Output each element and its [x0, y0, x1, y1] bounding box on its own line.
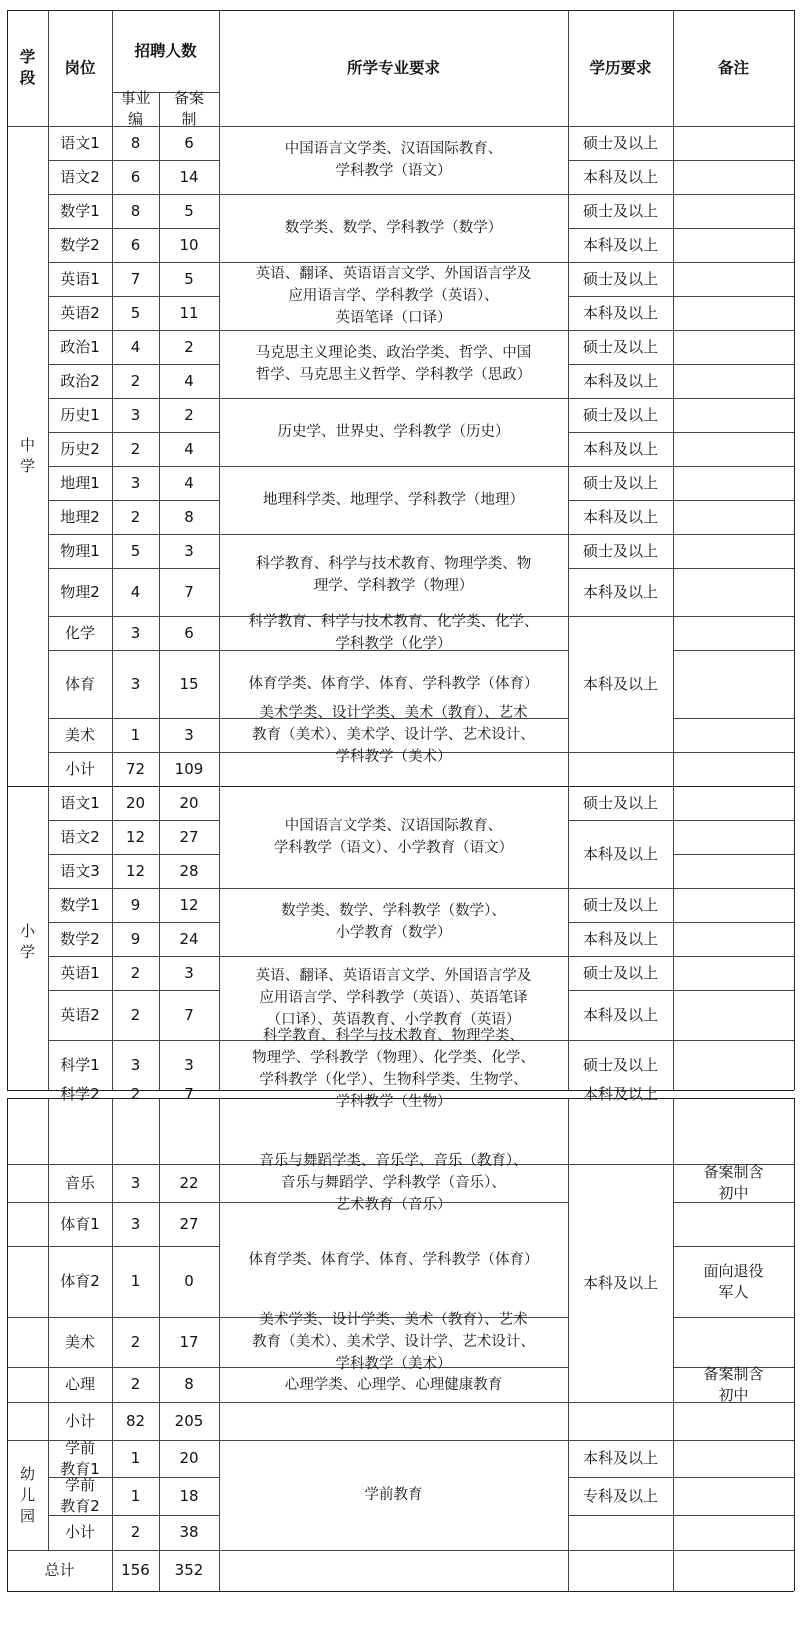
regular-count: 4	[130, 337, 141, 356]
total-label: 总计	[44, 1561, 75, 1579]
filing-count: 205	[174, 1411, 204, 1430]
degree-requirement: 本科及以上	[582, 1084, 658, 1103]
regular-count: 12	[125, 827, 146, 846]
degree-requirement: 专科及以上	[582, 1486, 658, 1505]
filing-count: 3	[184, 725, 194, 744]
post-name: 语文2	[60, 167, 100, 186]
post-name: 历史1	[60, 405, 100, 424]
regular-count: 82	[125, 1411, 146, 1430]
post-name: 数学2	[60, 929, 100, 948]
filing-count: 22	[179, 1173, 199, 1192]
regular-count: 4	[130, 582, 141, 601]
post-name: 数学1	[60, 895, 100, 914]
regular-count: 9	[130, 929, 141, 948]
post-name: 小计	[64, 1523, 95, 1541]
filing-count: 8	[184, 507, 194, 526]
degree-requirement: 本科及以上	[582, 235, 658, 254]
degree-requirement: 硕士及以上	[582, 963, 658, 982]
post-name: 政治2	[60, 371, 100, 390]
regular-count: 5	[130, 541, 141, 560]
filing-count: 3	[184, 1055, 194, 1074]
post-name: 英语1	[60, 963, 100, 982]
post-name: 政治1	[60, 337, 100, 356]
filing-count: 24	[179, 929, 199, 948]
post-name: 学前 教育2	[60, 1476, 100, 1515]
header-stage: 学 段	[19, 48, 36, 87]
header-filing: 备案 制	[173, 89, 204, 128]
post-name: 化学	[64, 623, 95, 642]
post-name: 科学1	[60, 1055, 100, 1074]
post-name: 学前 教育1	[60, 1438, 100, 1478]
regular-count: 3	[130, 1055, 141, 1074]
regular-count: 2	[130, 1084, 141, 1103]
regular-count: 3	[130, 623, 141, 642]
post-name: 美术	[64, 1332, 95, 1351]
filing-count: 11	[179, 303, 199, 322]
major-requirement: 科学教育、科学与技术教育、化学类、化学、 学科教学（化学）	[248, 614, 539, 652]
regular-count: 8	[130, 201, 141, 220]
header-degree: 学历要求	[589, 58, 652, 77]
major-requirement: 科学教育、科学与技术教育、物理学类、物 理学、学科教学（物理）	[255, 556, 532, 594]
degree-requirement: 本科及以上	[582, 1005, 658, 1024]
major-requirement: 历史学、世界史、学科教学（历史）	[277, 424, 510, 440]
regular-count: 1	[130, 725, 141, 744]
degree-requirement: 硕士及以上	[582, 337, 658, 356]
post-name: 小计	[64, 1411, 95, 1430]
major-requirement: 英语、翻译、英语语言文学、外国语言学及 应用语言学、学科教学（英语）、英语笔译 （口译）、英语教育、小学教育（英语）	[255, 968, 532, 1028]
degree-requirement: 硕士及以上	[582, 269, 658, 288]
header-remark: 备注	[717, 58, 749, 77]
major-requirement: 体育学类、体育学、体育、学科教学（体育）	[248, 1251, 539, 1268]
regular-count: 2	[130, 963, 141, 982]
post-name: 历史2	[60, 439, 100, 458]
degree-requirement: 硕士及以上	[582, 1055, 658, 1074]
filing-count: 4	[184, 371, 194, 390]
post-name: 数学2	[60, 235, 100, 254]
post-name: 体育2	[60, 1272, 100, 1290]
degree-requirement: 本科及以上	[582, 582, 658, 601]
filing-count: 5	[184, 201, 194, 220]
major-requirement: 心理学类、心理学、心理健康教育	[284, 1376, 503, 1393]
major-requirement: 美术学类、设计学类、美术（教育）、艺术 教育（美术）、美术学、设计学、艺术设计、 学科教学（美术）	[252, 1312, 535, 1372]
filing-count: 27	[179, 827, 199, 846]
degree-requirement: 本科及以上	[582, 1449, 658, 1467]
total-regular: 156	[121, 1561, 150, 1579]
filing-count: 20	[179, 1449, 199, 1467]
regular-count: 1	[130, 1272, 141, 1290]
post-name: 科学2	[60, 1084, 100, 1103]
stage-kindergarten: 幼 儿 园	[19, 1464, 35, 1525]
regular-count: 2	[130, 1332, 141, 1351]
post-name: 物理1	[60, 541, 100, 560]
major-requirement: 中国语言文学类、汉语国际教育、 学科教学（语文）、小学教育（语文）	[273, 818, 514, 856]
major-requirement: 科学教育、科学与技术教育、物理学类、 物理学、学科教学（物理）、化学类、化学、 学科教学（化学）、生物科学类、生物学、 学科教学（生物）	[252, 1028, 535, 1110]
degree-requirement: 硕士及以上	[582, 793, 658, 812]
major-requirement: 数学类、数学、学科教学（数学）、 小学教育（数学）	[281, 903, 506, 941]
filing-count: 8	[184, 1375, 194, 1393]
degree-requirement: 本科及以上	[582, 303, 658, 322]
filing-count: 5	[184, 269, 194, 288]
degree-requirement: 硕士及以上	[582, 133, 658, 152]
filing-count: 14	[179, 167, 199, 186]
degree-requirement: 本科及以上	[582, 439, 658, 458]
header-major: 所学专业要求	[346, 58, 440, 77]
regular-count: 2	[130, 1523, 141, 1541]
post-name: 英语2	[60, 303, 100, 322]
regular-count: 2	[130, 1005, 141, 1024]
header-post: 岗位	[64, 58, 96, 77]
filing-count: 7	[184, 582, 194, 601]
post-name: 体育1	[60, 1214, 100, 1233]
post-name: 语文1	[60, 133, 100, 152]
post-name: 数学1	[60, 201, 100, 220]
post-name: 地理2	[60, 507, 100, 526]
filing-count: 6	[184, 133, 194, 152]
post-name: 英语2	[60, 1005, 100, 1024]
post-name: 美术	[64, 725, 95, 744]
regular-count: 3	[130, 473, 141, 492]
filing-count: 12	[179, 895, 199, 914]
filing-count: 3	[184, 541, 194, 560]
major-requirement: 数学类、数学、学科教学（数学）	[284, 220, 503, 236]
regular-count: 8	[130, 133, 141, 152]
filing-count: 109	[174, 759, 204, 778]
filing-count: 7	[184, 1084, 194, 1103]
filing-count: 2	[184, 337, 194, 356]
regular-count: 2	[130, 439, 141, 458]
regular-count: 20	[125, 793, 146, 812]
stage-middle: 中 学	[19, 436, 35, 475]
regular-count: 1	[130, 1486, 141, 1505]
degree-requirement: 硕士及以上	[582, 895, 658, 914]
post-name: 心理	[64, 1375, 95, 1393]
degree-requirement: 硕士及以上	[582, 201, 658, 220]
regular-count: 2	[130, 507, 141, 526]
major-requirement: 美术学类、设计学类、美术（教育）、艺术 教育（美术）、美术学、设计学、艺术设计、 学科教学（美术）	[252, 705, 535, 765]
filing-count: 15	[179, 674, 199, 693]
degree-requirement: 本科及以上	[582, 929, 658, 948]
major-requirement: 中国语言文学类、汉语国际教育、 学科教学（语文）	[284, 141, 503, 179]
regular-count: 5	[130, 303, 141, 322]
stage-primary: 小 学	[19, 922, 35, 961]
filing-count: 17	[179, 1332, 199, 1351]
post-name: 语文1	[60, 793, 100, 812]
filing-count: 28	[179, 861, 199, 880]
header-regular: 事业 编	[120, 89, 151, 128]
filing-count: 4	[184, 439, 194, 458]
remark: 备案制含 初中	[703, 1163, 764, 1202]
remark: 备案制含 初中	[703, 1364, 764, 1404]
regular-count: 3	[130, 405, 141, 424]
post-name: 地理1	[60, 473, 100, 492]
remark: 面向退役 军人	[703, 1261, 764, 1301]
post-name: 小计	[64, 759, 95, 778]
degree-requirement: 本科及以上	[582, 1273, 658, 1292]
major-requirement: 马克思主义理论类、政治学类、哲学、中国 哲学、马克思主义哲学、学科教学（思政）	[255, 345, 532, 383]
filing-count: 3	[184, 963, 194, 982]
major-requirement: 地理科学类、地理学、学科教学（地理）	[263, 492, 524, 508]
post-name: 音乐	[64, 1173, 95, 1192]
regular-count: 2	[130, 1375, 141, 1393]
regular-count: 2	[130, 371, 141, 390]
filing-count: 7	[184, 1005, 194, 1024]
degree-requirement: 硕士及以上	[582, 405, 658, 424]
degree-requirement: 本科及以上	[582, 674, 658, 693]
major-requirement: 学前教育	[364, 1487, 423, 1503]
post-name: 物理2	[60, 582, 100, 601]
regular-count: 3	[130, 1173, 141, 1192]
filing-count: 18	[179, 1486, 199, 1505]
regular-count: 12	[125, 861, 146, 880]
major-requirement: 体育学类、体育学、体育、学科教学（体育）	[248, 676, 539, 692]
post-name: 英语1	[60, 269, 100, 288]
regular-count: 6	[130, 167, 141, 186]
post-name: 语文2	[60, 827, 100, 846]
regular-count: 9	[130, 895, 141, 914]
filing-count: 27	[179, 1214, 199, 1233]
degree-requirement: 硕士及以上	[582, 473, 658, 492]
degree-requirement: 本科及以上	[582, 844, 658, 863]
regular-count: 3	[130, 674, 141, 693]
header-recruit: 招聘人数	[134, 41, 197, 60]
regular-count: 7	[130, 269, 141, 288]
filing-count: 0	[184, 1272, 194, 1290]
post-name: 体育	[64, 674, 95, 693]
major-requirement: 英语、翻译、英语语言文学、外国语言学及 应用语言学、学科教学（英语）、 英语笔译（口译）	[255, 266, 532, 326]
filing-count: 2	[184, 405, 194, 424]
filing-count: 20	[179, 793, 199, 812]
post-name: 语文3	[60, 861, 100, 880]
degree-requirement: 本科及以上	[582, 507, 658, 526]
degree-requirement: 本科及以上	[582, 371, 658, 390]
filing-count: 6	[184, 623, 194, 642]
regular-count: 3	[130, 1214, 141, 1233]
major-requirement: 音乐与舞蹈学类、音乐学、音乐（教育）、 音乐与舞蹈学、学科教学（音乐）、 艺术教育（音乐）	[259, 1153, 528, 1213]
filing-count: 38	[179, 1523, 199, 1541]
degree-requirement: 本科及以上	[582, 167, 658, 186]
regular-count: 72	[125, 759, 146, 778]
degree-requirement: 硕士及以上	[582, 541, 658, 560]
regular-count: 6	[130, 235, 141, 254]
total-filing: 352	[174, 1561, 204, 1579]
regular-count: 1	[130, 1449, 141, 1467]
filing-count: 4	[184, 473, 194, 492]
filing-count: 10	[179, 235, 199, 254]
